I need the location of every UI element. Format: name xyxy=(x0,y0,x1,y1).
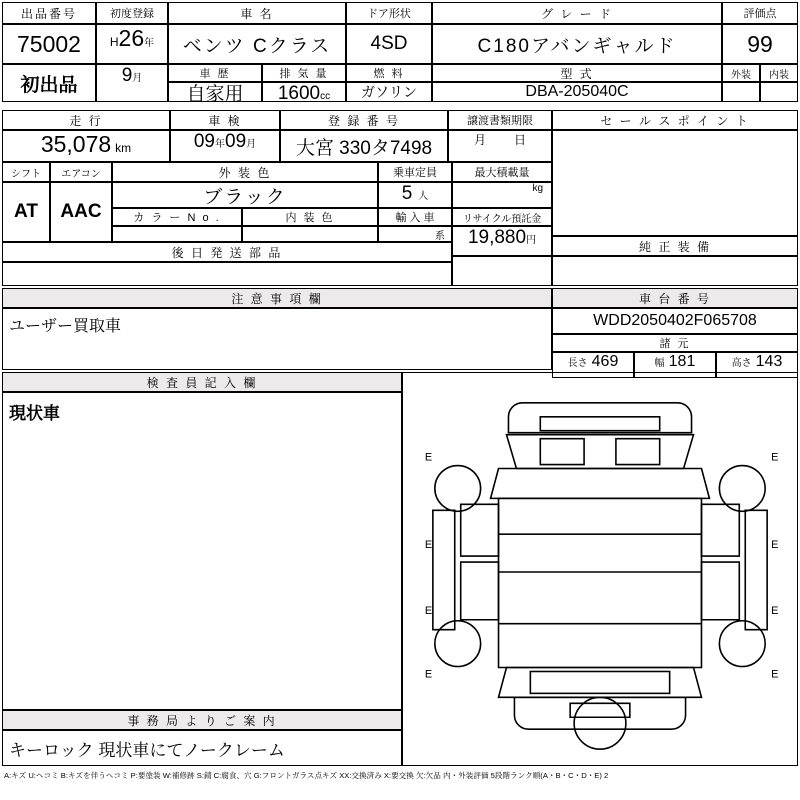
inspector-note-text: 現状車 xyxy=(9,404,60,423)
max-load-label: 最大積載量 xyxy=(452,162,552,182)
inspector-notes-area xyxy=(2,392,402,710)
later-parts-label: 後 日 発 送 部 品 xyxy=(2,242,452,262)
chassis-number-value: WDD2050402F065708 xyxy=(552,308,798,334)
exterior-grade-value xyxy=(722,82,760,102)
sales-point-area xyxy=(552,130,798,236)
import-value: 系 xyxy=(378,226,452,242)
first-registration-month xyxy=(96,64,168,102)
inspection-value: 09 年 09 月 xyxy=(170,130,280,162)
interior-grade-value xyxy=(760,82,798,102)
score-label: 評価点 xyxy=(722,2,798,24)
svg-text:E: E xyxy=(424,604,433,617)
car-name-label: 車 名 xyxy=(168,2,346,24)
reg-month-unit: 月 xyxy=(132,73,143,84)
grade-value: C180アバンギャルド xyxy=(432,24,722,64)
later-parts-area xyxy=(2,262,452,286)
shift-label: シフト xyxy=(2,162,50,182)
interior-color-value xyxy=(242,226,378,242)
sales-point-label: セ ー ル ス ポ イ ン ト xyxy=(552,110,798,130)
office-notice-label: 事 務 局 よ り ご 案 内 xyxy=(2,710,402,730)
transfer-deadline-value: 月 日 xyxy=(448,130,552,162)
office-notice-text: キーロック 現状車にてノークレーム xyxy=(2,730,402,766)
history-label: 車 歴 xyxy=(168,64,262,82)
exterior-color-value: ブラック xyxy=(112,182,378,208)
svg-text:E: E xyxy=(424,668,433,681)
max-load-value: kg xyxy=(452,182,552,208)
first-registration-date xyxy=(96,24,168,64)
grade-label: グ レ ー ド xyxy=(432,2,722,24)
car-top-view-diagram xyxy=(403,373,797,765)
door-shape-label: ドア形状 xyxy=(346,2,432,24)
registration-number-label: 登 録 番 号 xyxy=(280,110,448,130)
era-letter: H xyxy=(109,35,119,49)
interior-color-label: 内 装 色 xyxy=(242,208,378,226)
car-diagram-panel xyxy=(402,372,798,766)
color-no-value xyxy=(112,226,242,242)
car-name-value: ベンツ Cクラス xyxy=(168,24,346,64)
svg-text:E: E xyxy=(771,604,779,617)
model-code-value: DBA-205040C xyxy=(432,82,722,102)
length-cell: 長さ 469 xyxy=(552,352,634,378)
mileage-label: 走 行 xyxy=(2,110,170,130)
reg-month: 9 xyxy=(121,65,133,86)
model-code-label: 型 式 xyxy=(432,64,722,82)
exhibit-no-label: 出品番号 xyxy=(2,2,96,24)
reg-year: 26 xyxy=(118,25,145,51)
shift-value: AT xyxy=(2,182,50,242)
fuel-label: 燃 料 xyxy=(346,64,432,82)
recycle-deposit-label: リサイクル預託金 xyxy=(452,208,552,226)
svg-text:E: E xyxy=(771,668,779,681)
exhibit-no-value: 75002 xyxy=(2,24,96,64)
aircon-label: エアコン xyxy=(50,162,112,182)
history-value: 自家用 xyxy=(168,82,262,102)
color-no-label: カ ラ ー N o . xyxy=(112,208,242,226)
door-shape-value: 4SD xyxy=(346,24,432,64)
interior-grade-label: 内装 xyxy=(760,64,798,82)
capacity-label: 乗車定員 xyxy=(378,162,452,182)
chassis-number-label: 車 台 番 号 xyxy=(552,288,798,308)
caution-text: ユーザー買取車 xyxy=(2,308,552,370)
legend-text: A:キズ U:ヘコミ B:キズを伴うヘコミ P:要塗装 W:補修跡 S:錆 C:腐食、穴 G:フロントガラス点キズ XX:交換済み X:要交換 欠:欠品 内・外装評価 5段階ランク順(A・B・C・D・E) 2 xyxy=(4,771,609,780)
import-label: 輸 入 車 xyxy=(378,208,452,226)
inspector-label: 検 査 員 記 入 欄 xyxy=(2,372,402,392)
svg-text:E: E xyxy=(771,539,779,552)
height-cell: 高さ 143 xyxy=(716,352,798,378)
score-value: 99 xyxy=(722,24,798,64)
svg-text:E: E xyxy=(424,539,433,552)
width-cell: 幅 181 xyxy=(634,352,716,378)
fuel-value: ガソリン xyxy=(346,82,432,102)
exterior-grade-label: 外装 xyxy=(722,64,760,82)
transfer-deadline-label: 譲渡書類期限 xyxy=(448,110,552,130)
registration-number-value: 大宮 330タ7498 xyxy=(280,130,448,162)
svg-text:E: E xyxy=(424,451,433,464)
aircon-value: AAC xyxy=(50,182,112,242)
caution-label: 注 意 事 項 欄 xyxy=(2,288,552,308)
mileage-value: 35,078 km xyxy=(2,130,170,162)
dimensions-label: 諸 元 xyxy=(552,334,798,352)
inspection-label: 車 検 xyxy=(170,110,280,130)
displacement-label: 排 気 量 xyxy=(262,64,346,82)
exterior-color-label: 外 装 色 xyxy=(112,162,378,182)
capacity-value: 5 人 xyxy=(378,182,452,208)
genuine-equipment-area xyxy=(552,256,798,286)
svg-text:E: E xyxy=(771,451,779,464)
first-exhibit-badge: 初出品 xyxy=(2,64,96,102)
recycle-extra-cell xyxy=(452,256,552,286)
displacement-value: 1600 cc xyxy=(262,82,346,102)
reg-year-unit: 年 xyxy=(144,38,155,49)
first-registration-label: 初度登録 xyxy=(96,2,168,24)
recycle-deposit-value: 19,880 円 xyxy=(452,226,552,256)
genuine-equipment-label: 純 正 装 備 xyxy=(552,236,798,256)
